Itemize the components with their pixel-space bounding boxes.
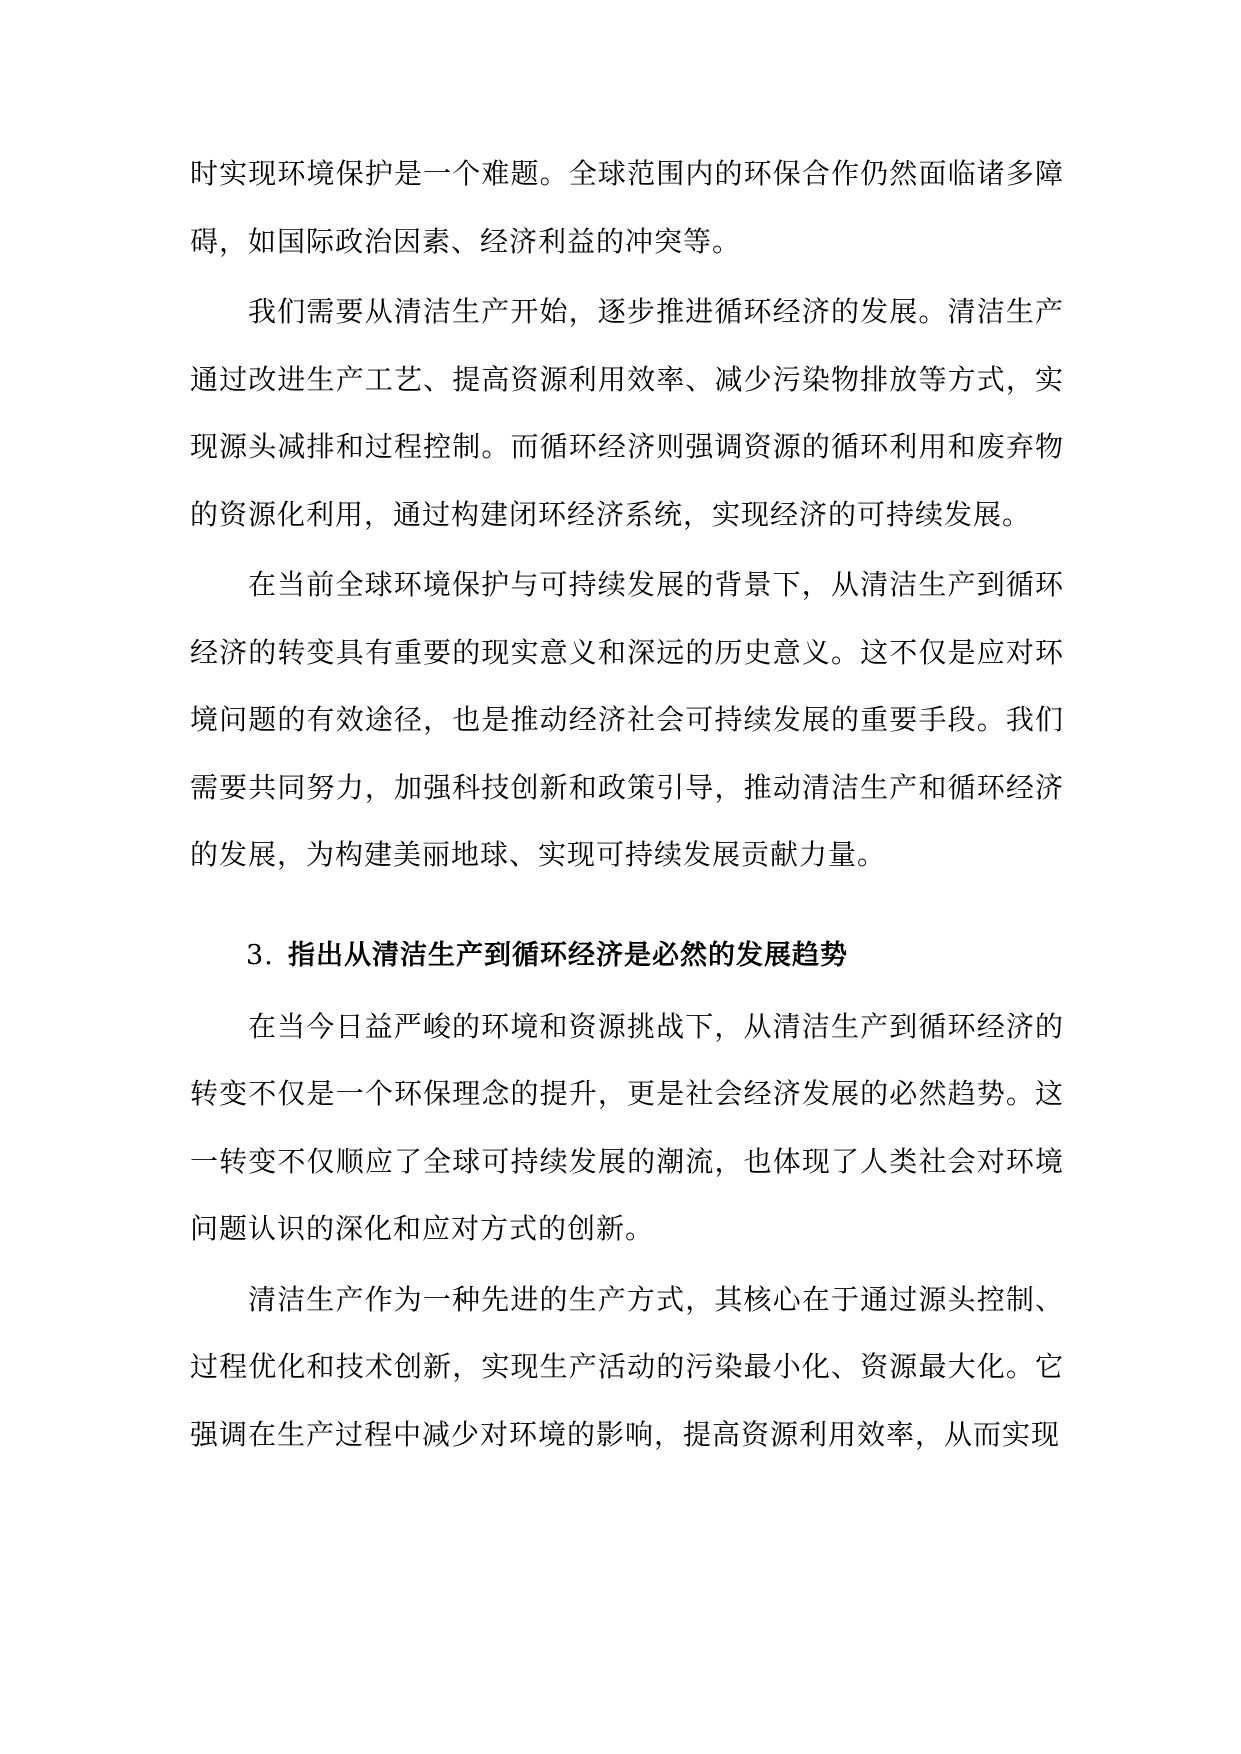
section-number: 3. xyxy=(246,939,274,971)
section-title: 指出从清洁生产到循环经济是必然的发展趋势 xyxy=(288,939,848,971)
paragraph: 在当今日益严峻的环境和资源挑战下，从清洁生产到循环经济的转变不仅是一个环保理念的提升，更是社会经济发展的必然趋势。这一转变不仅顺应了全球可持续发展的潮流，也体现了人类社会对环境问题认识的深化和应对方式的创新。 xyxy=(190,1009,1064,1245)
paragraph: 清洁生产作为一种先进的生产方式，其核心在于通过源头控制、过程优化和技术创新，实现生产活动的污染最小化、资源最大化。它强调在生产过程中减少对环境的影响，提高资源利用效率，从而实现 xyxy=(190,1282,1064,1451)
document-body xyxy=(190,140,1064,1471)
paragraph: 我们需要从清洁生产开始，逐步推进循环经济的发展。清洁生产通过改进生产工艺、提高资源利用效率、减少污染物排放等方式，实现源头减排和过程控制。而循环经济则强调资源的循环利用和废弃物的资源化利用，通过构建闭环经济系统，实现经济的可持续发展。 xyxy=(190,295,1064,531)
section-heading xyxy=(190,922,1064,989)
paragraph: 时实现环境保护是一个难题。全球范围内的环保合作仍然面临诸多障碍，如国际政治因素、经济利益的冲突等。 xyxy=(190,157,1064,258)
paragraph: 在当前全球环境保护与可持续发展的背景下，从清洁生产到循环经济的转变具有重要的现实意义和深远的历史意义。这不仅是应对环境问题的有效途径，也是推动经济社会可持续发展的重要手段。我们需要共同努力，加强科技创新和政策引导，推动清洁生产和循环经济的发展，为构建美丽地球、实现可持续发展贡献力量。 xyxy=(190,568,1064,871)
